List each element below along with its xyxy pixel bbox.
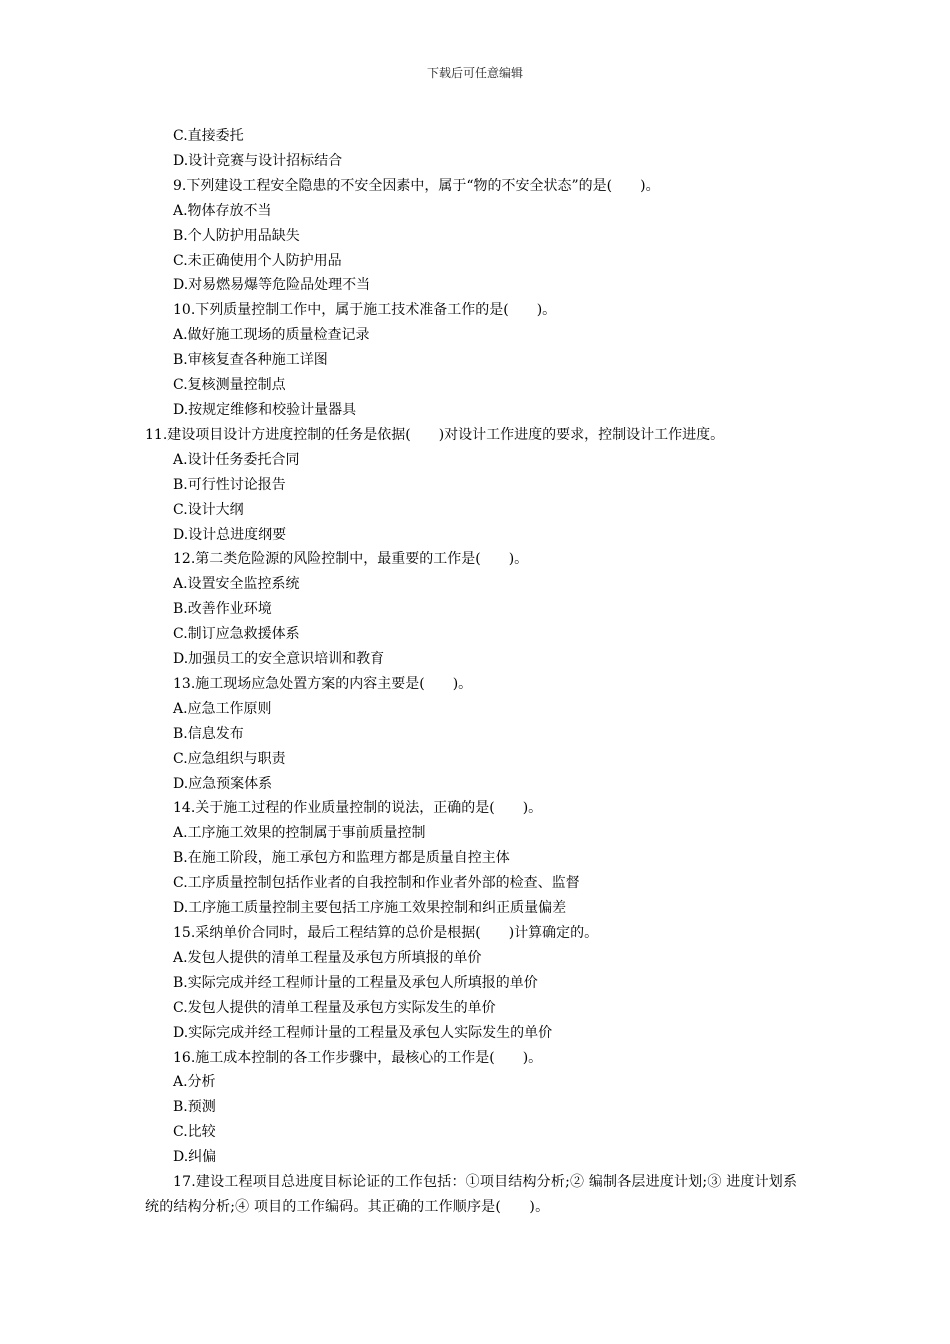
option-line: D.实际完成并经工程师计量的工程量及承包人实际发生的单价 <box>173 1024 553 1041</box>
option-line: A.设置安全监控系统 <box>173 576 300 593</box>
option-line: B.个人防护用品缺失 <box>173 227 300 244</box>
option-line: C.应急组织与职责 <box>173 750 286 767</box>
question-line: 16.施工成本控制的各工作步骤中，最核心的工作是( )。 <box>173 1049 543 1066</box>
page-header: 下载后可任意编辑 <box>426 66 523 80</box>
document-body <box>145 124 800 1220</box>
option-line: D.按规定维修和校验计量器具 <box>173 401 357 418</box>
option-line: A.物体存放不当 <box>173 202 272 219</box>
option-line: C.比较 <box>173 1124 216 1141</box>
option-line: C.设计大纲 <box>173 501 244 518</box>
option-line: B.可行性讨论报告 <box>173 476 286 493</box>
option-line: A.做好施工现场的质量检查记录 <box>173 327 370 344</box>
question-line: 14.关于施工过程的作业质量控制的说法，正确的是( )。 <box>173 800 543 817</box>
question-line: 13.施工现场应急处置方案的内容主要是( )。 <box>173 675 473 692</box>
option-line: B.审核复查各种施工详图 <box>173 352 328 369</box>
option-line: B.预测 <box>173 1099 216 1116</box>
option-line: D.加强员工的安全意识培训和教育 <box>173 651 385 668</box>
option-line: A.应急工作原则 <box>173 700 272 717</box>
option-line: B.改善作业环境 <box>173 601 272 618</box>
option-line: C.工序质量控制包括作业者的自我控制和作业者外部的检查、监督 <box>173 875 580 892</box>
option-line: C.复核测量控制点 <box>173 377 286 394</box>
option-line: C.直接委托 <box>173 128 244 144</box>
option-line: D.对易燃易爆等危险品处理不当 <box>173 277 371 294</box>
option-line: B.实际完成并经工程师计量的工程量及承包人所填报的单价 <box>173 974 538 991</box>
question-line: 9.下列建设工程安全隐患的不安全因素中，属于“物的不安全状态”的是( )。 <box>173 177 660 194</box>
question-paragraph: 17.建设工程项目总进度目标论证的工作包括：①项目结构分析;② 编制各层进度计划;③ 进度计划系统的结构分析;④ 项目的工作编码。其正确的工作顺序是( )。 <box>145 1174 798 1215</box>
option-line: D.设计总进度纲要 <box>173 526 287 543</box>
option-line: D.设计竞赛与设计招标结合 <box>173 152 343 169</box>
option-line: C.发包人提供的清单工程量及承包方实际发生的单价 <box>173 999 496 1016</box>
option-line: C.制订应急救援体系 <box>173 626 300 643</box>
question-line: 12.第二类危险源的风险控制中，最重要的工作是( )。 <box>173 551 529 568</box>
option-line: D.纠偏 <box>173 1149 217 1166</box>
option-line: A.发包人提供的清单工程量及承包方所填报的单价 <box>173 949 482 966</box>
option-line: D.应急预案体系 <box>173 775 273 792</box>
option-line: C.未正确使用个人防护用品 <box>173 252 342 269</box>
question-line: 10.下列质量控制工作中，属于施工技术准备工作的是( )。 <box>173 302 557 319</box>
option-line: A.工序施工效果的控制属于事前质量控制 <box>173 825 426 842</box>
option-line: B.在施工阶段，施工承包方和监理方都是质量自控主体 <box>173 850 510 867</box>
option-line: B.信息发布 <box>173 725 244 742</box>
option-line: A.分析 <box>173 1074 216 1091</box>
option-line: A.设计任务委托合同 <box>173 451 300 468</box>
question-line: 11.建设项目设计方进度控制的任务是依据( )对设计工作进度的要求，控制设计工作进度。 <box>145 426 725 443</box>
question-line: 15.采纳单价合同时，最后工程结算的总价是根据( )计算确定的。 <box>173 925 599 941</box>
option-line: D.工序施工质量控制主要包括工序施工效果控制和纠正质量偏差 <box>173 900 567 917</box>
